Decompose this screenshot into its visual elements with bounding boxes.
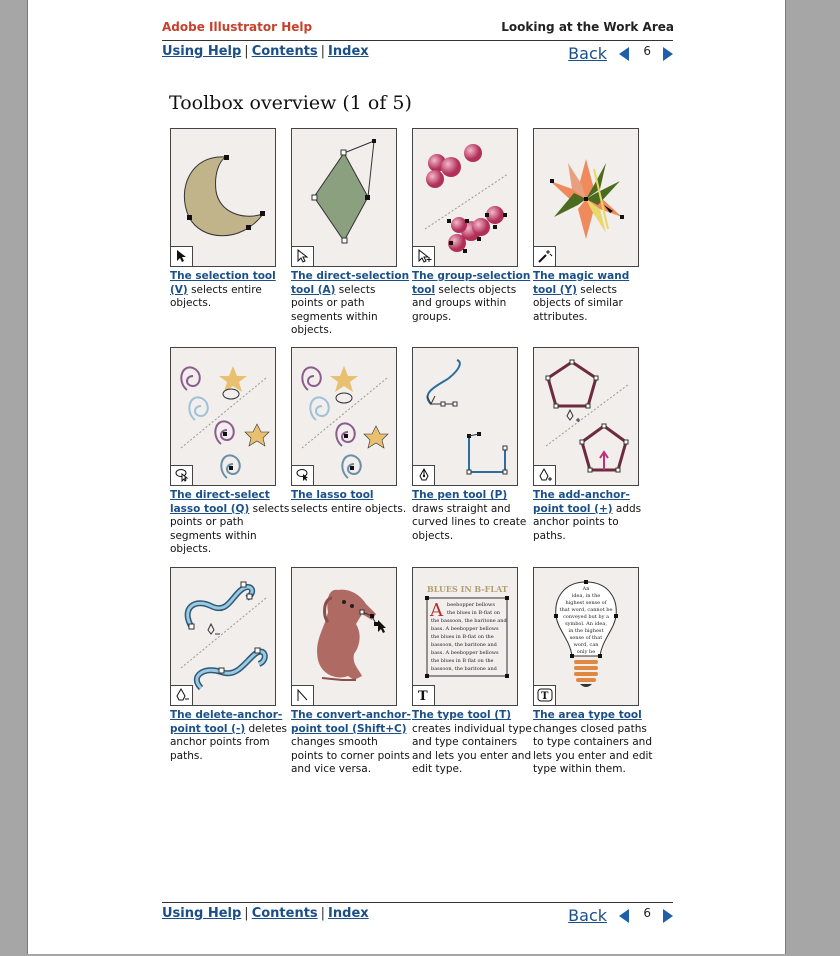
tool-caption: The area type tool changes closed paths to type containers and lets you enter and edit type within them.	[533, 709, 653, 775]
area-type-sample-line: conveyed but by a	[562, 614, 610, 620]
area-type-sample-line: word, can	[573, 642, 599, 648]
tool-card-type	[412, 567, 530, 777]
area-type-sample-line: in the highest	[568, 628, 604, 634]
illustration-frame	[533, 347, 639, 486]
tool-card-direct-select-lasso	[170, 347, 288, 557]
tool-name-link[interactable]: The group-selection tool	[412, 270, 531, 296]
previous-page-icon[interactable]	[619, 909, 629, 923]
tool-caption: The group-selection tool selects objects and groups within groups.	[412, 270, 531, 323]
page-title: Toolbox overview (1 of 5)	[169, 92, 412, 114]
tool-name-link[interactable]: The selection tool (V)	[170, 270, 276, 296]
section-title: Looking at the Work Area	[501, 20, 674, 34]
previous-page-icon[interactable]	[619, 47, 629, 61]
area-type-sample-line: highest sense of	[565, 600, 607, 606]
type-sample-line: bassoon, the baritone and	[431, 642, 497, 648]
type-dropcap: A	[430, 600, 443, 621]
document-page	[27, 0, 786, 954]
index-link[interactable]: Index	[328, 906, 369, 921]
area-type-sample-line: only be	[576, 649, 596, 655]
illustration-frame	[412, 128, 518, 267]
tool-card-selection	[170, 128, 288, 311]
area-type-icon	[534, 685, 556, 705]
header-rule	[162, 40, 673, 41]
tool-name-link[interactable]: The direct-selection tool (A)	[291, 270, 410, 296]
top-navigation: Using Help | Contents | Index Back 6	[162, 44, 673, 64]
tool-name-link[interactable]: The lasso tool	[291, 489, 374, 501]
document-title: Adobe Illustrator Help	[162, 20, 313, 34]
tool-name-link[interactable]: The convert-anchor-point tool (Shift+C)	[291, 709, 411, 735]
area-type-sample-line: An	[582, 586, 590, 592]
pen-icon	[413, 465, 435, 485]
area-type-sample-line: symbol. An idea,	[565, 621, 607, 627]
using-help-link[interactable]: Using Help	[162, 906, 242, 921]
contents-link[interactable]: Contents	[251, 906, 318, 921]
tool-caption: The direct-selection tool (A) selects points or path segments within objects.	[291, 270, 410, 336]
illustration-frame	[412, 567, 518, 706]
index-link[interactable]: Index	[328, 44, 369, 59]
group-selection-icon	[413, 246, 435, 266]
area-type-sample-line: sense of that	[569, 635, 603, 641]
illustration-frame	[291, 347, 397, 486]
tool-caption: The delete-anchor-point tool (-) deletes anchor points from paths.	[170, 709, 288, 762]
illustration-frame	[412, 347, 518, 486]
tool-card-delete-anchor	[170, 567, 288, 763]
tool-card-group-selection	[412, 128, 530, 324]
illustration-frame	[533, 567, 639, 706]
bottom-navigation: Using Help | Contents | Index Back 6	[162, 906, 673, 926]
tool-name-link[interactable]: The delete-anchor-point tool (-)	[170, 709, 283, 735]
tool-card-convert-anchor	[291, 567, 409, 777]
footer-rule	[162, 902, 673, 903]
delete-anchor-pen-icon	[171, 685, 193, 705]
area-type-sample-line: that word, cannot be	[559, 607, 613, 613]
tool-caption: The convert-anchor-point tool (Shift+C) changes smooth points to corner points and vice versa.	[291, 709, 411, 775]
type-icon	[413, 685, 435, 705]
tool-name-link[interactable]: The add-anchor-point tool (+)	[533, 489, 630, 515]
type-sample-line: the blues in B flat on the	[431, 658, 494, 664]
back-link[interactable]: Back	[568, 906, 607, 925]
type-sample-line: beebopper bellows	[447, 602, 495, 608]
tool-caption: The direct-select lasso tool (Q) selects points or path segments within objects.	[170, 489, 290, 555]
add-anchor-pen-icon	[534, 465, 556, 485]
tool-card-area-type	[533, 567, 651, 777]
using-help-link[interactable]: Using Help	[162, 44, 242, 59]
illustration-frame	[170, 567, 276, 706]
tool-name-link[interactable]: The magic wand tool (Y)	[533, 270, 630, 296]
tool-name-link[interactable]: The area type tool	[533, 709, 642, 721]
illustration-frame	[291, 128, 397, 267]
direct-lasso-icon	[171, 465, 193, 485]
tool-caption: The lasso tool selects entire objects.	[291, 489, 407, 515]
back-link[interactable]: Back	[568, 44, 607, 63]
next-page-icon[interactable]	[663, 909, 673, 923]
direct-selection-arrow-icon	[292, 246, 314, 266]
illustration-frame	[291, 567, 397, 706]
lasso-icon	[292, 465, 314, 485]
type-sample-line: bass. A beebopper bellows	[431, 626, 499, 632]
tool-name-link[interactable]: The type tool (T)	[412, 709, 512, 721]
tool-card-direct-selection	[291, 128, 409, 338]
magic-wand-icon	[534, 246, 556, 266]
convert-anchor-icon	[292, 685, 314, 705]
tool-caption: The magic wand tool (Y) selects objects of similar attributes.	[533, 270, 630, 323]
area-type-sample-line: idea, in the	[571, 593, 601, 599]
tool-card-lasso	[291, 347, 409, 516]
tool-card-magic-wand	[533, 128, 651, 324]
tool-caption: The add-anchor-point tool (+) adds anchor points to paths.	[533, 489, 642, 542]
svg-text:T: T	[541, 691, 549, 702]
contents-link[interactable]: Contents	[251, 44, 318, 59]
type-sample-line: bass. A beebopper bellows	[431, 650, 499, 656]
tool-name-link[interactable]: The pen tool (P)	[412, 489, 508, 501]
page-number: 6	[643, 44, 651, 58]
tool-name-link[interactable]: The direct-select lasso tool (Q)	[170, 489, 270, 515]
next-page-icon[interactable]	[663, 47, 673, 61]
svg-text:T: T	[418, 689, 428, 702]
tool-card-add-anchor	[533, 347, 651, 543]
page-number: 6	[643, 906, 651, 920]
illustration-frame	[170, 128, 276, 267]
tool-caption: The selection tool (V) selects entire objects.	[170, 270, 276, 309]
type-sample-line: the blues in B-flat on	[447, 610, 500, 616]
type-sample-line: the bassoon, the baritone and	[431, 618, 507, 624]
type-sample-line: bassoon, the baritone and	[431, 666, 497, 672]
illustration-frame	[533, 128, 639, 267]
tool-caption: The type tool (T) creates individual type and type containers and lets you enter and edit type.	[412, 709, 532, 775]
tool-caption: The pen tool (P) draws straight and curved lines to create objects.	[412, 489, 527, 542]
illustration-frame	[170, 347, 276, 486]
type-sample-line: the blues in B-flat on the	[431, 634, 494, 640]
type-heading: BLUES IN B-FLAT	[427, 584, 508, 594]
selection-arrow-icon	[171, 246, 193, 266]
tool-card-pen	[412, 347, 530, 543]
